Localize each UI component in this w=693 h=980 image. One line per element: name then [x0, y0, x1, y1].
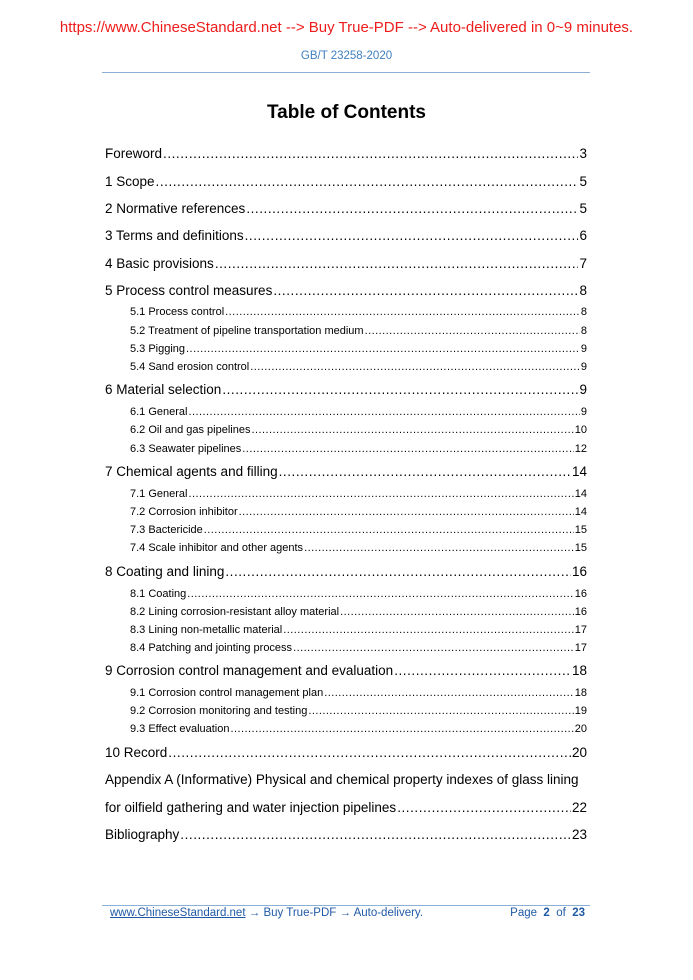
page-title: Table of Contents	[266, 102, 427, 123]
footer-rule	[102, 905, 590, 906]
current-page: 2	[543, 907, 550, 919]
arrow-right-icon: →	[339, 907, 351, 919]
toc-entry-5-2[interactable]: 5.2 Treatment of pipeline transportation medium . . . 8	[130, 325, 587, 337]
toc-entry-7-2[interactable]: 7.2 Corrosion inhibitor . . . 14	[130, 506, 587, 518]
toc-entry-5[interactable]: 5 Process control measures . . . 8	[105, 283, 587, 298]
toc-entry-7-3[interactable]: 7.3 Bactericide . . . 15	[130, 524, 587, 536]
toc-entry-9-3[interactable]: 9.3 Effect evaluation . . . 20	[130, 723, 587, 735]
toc-entry-6[interactable]: 6 Material selection . . . 9	[105, 382, 587, 397]
toc-entry-10[interactable]: 10 Record . . . 20	[105, 745, 587, 760]
toc-entry-appendix-a-line1[interactable]: Appendix A (Informative) Physical and chemical property indexes of glass lining	[105, 772, 579, 787]
footer-delivery-text: Auto-delivery.	[353, 907, 424, 919]
toc-entry-7-4[interactable]: 7.4 Scale inhibitor and other agents . . . 15	[130, 542, 587, 554]
toc-entry-appendix-a-line2[interactable]: for oilfield gathering and water injection pipelines . . . 22	[105, 800, 587, 815]
total-pages: 23	[572, 907, 585, 919]
toc-entry-4[interactable]: 4 Basic provisions . . . 7	[105, 256, 587, 271]
footer-buy-text: Buy True-PDF	[263, 907, 337, 919]
toc-entry-7-1[interactable]: 7.1 General . . . 14	[130, 488, 587, 500]
toc-entry-6-2[interactable]: 6.2 Oil and gas pipelines . . . 10	[130, 424, 587, 436]
toc-entry-8-3[interactable]: 8.3 Lining non-metallic material . . . 17	[130, 624, 587, 636]
toc-entry-8-1[interactable]: 8.1 Coating . . . 16	[130, 588, 587, 600]
toc-entry-8[interactable]: 8 Coating and lining . . . 16	[105, 564, 587, 579]
arrow-right-icon: →	[248, 907, 261, 919]
source-banner[interactable]: https://www.ChineseStandard.net --> Buy True-PDF --> Auto-delivered in 0~9 minutes.	[59, 19, 634, 36]
toc-entry-9-1[interactable]: 9.1 Corrosion control management plan . . . 18	[130, 687, 587, 699]
standard-code: GB/T 23258-2020	[300, 50, 393, 62]
page-footer	[110, 907, 590, 923]
toc-entry-5-3[interactable]: 5.3 Pigging . . . 9	[130, 343, 587, 355]
footer-site-link[interactable]: www.ChineseStandard.net	[110, 907, 246, 919]
toc-entry-8-2[interactable]: 8.2 Lining corrosion-resistant alloy material . . . 16	[130, 606, 587, 618]
toc-entry-foreword[interactable]: Foreword . . . 3	[105, 146, 587, 161]
toc-entry-bibliography[interactable]: Bibliography . . . 23	[105, 827, 587, 842]
toc-entry-9[interactable]: 9 Corrosion control management and evaluation . . . 18	[105, 663, 587, 678]
toc-entry-2[interactable]: 2 Normative references . . . 5	[105, 201, 587, 216]
toc-entry-6-1[interactable]: 6.1 General . . . 9	[130, 406, 587, 418]
toc-entry-5-1[interactable]: 5.1 Process control . . . 8	[130, 306, 587, 318]
toc-entry-5-4[interactable]: 5.4 Sand erosion control . . . 9	[130, 361, 587, 373]
toc-entry-3[interactable]: 3 Terms and definitions . . . 6	[105, 228, 587, 243]
toc-entry-1-scope[interactable]: 1 Scope . . . 5	[105, 174, 587, 189]
toc-entry-7[interactable]: 7 Chemical agents and filling . . . 14	[105, 464, 587, 479]
page-number: Page 2 of 23	[510, 907, 585, 919]
toc-entry-8-4[interactable]: 8.4 Patching and jointing process . . . 17	[130, 642, 587, 654]
toc-entry-6-3[interactable]: 6.3 Seawater pipelines . . . 12	[130, 443, 587, 455]
toc-entry-9-2[interactable]: 9.2 Corrosion monitoring and testing . . . 19	[130, 705, 587, 717]
